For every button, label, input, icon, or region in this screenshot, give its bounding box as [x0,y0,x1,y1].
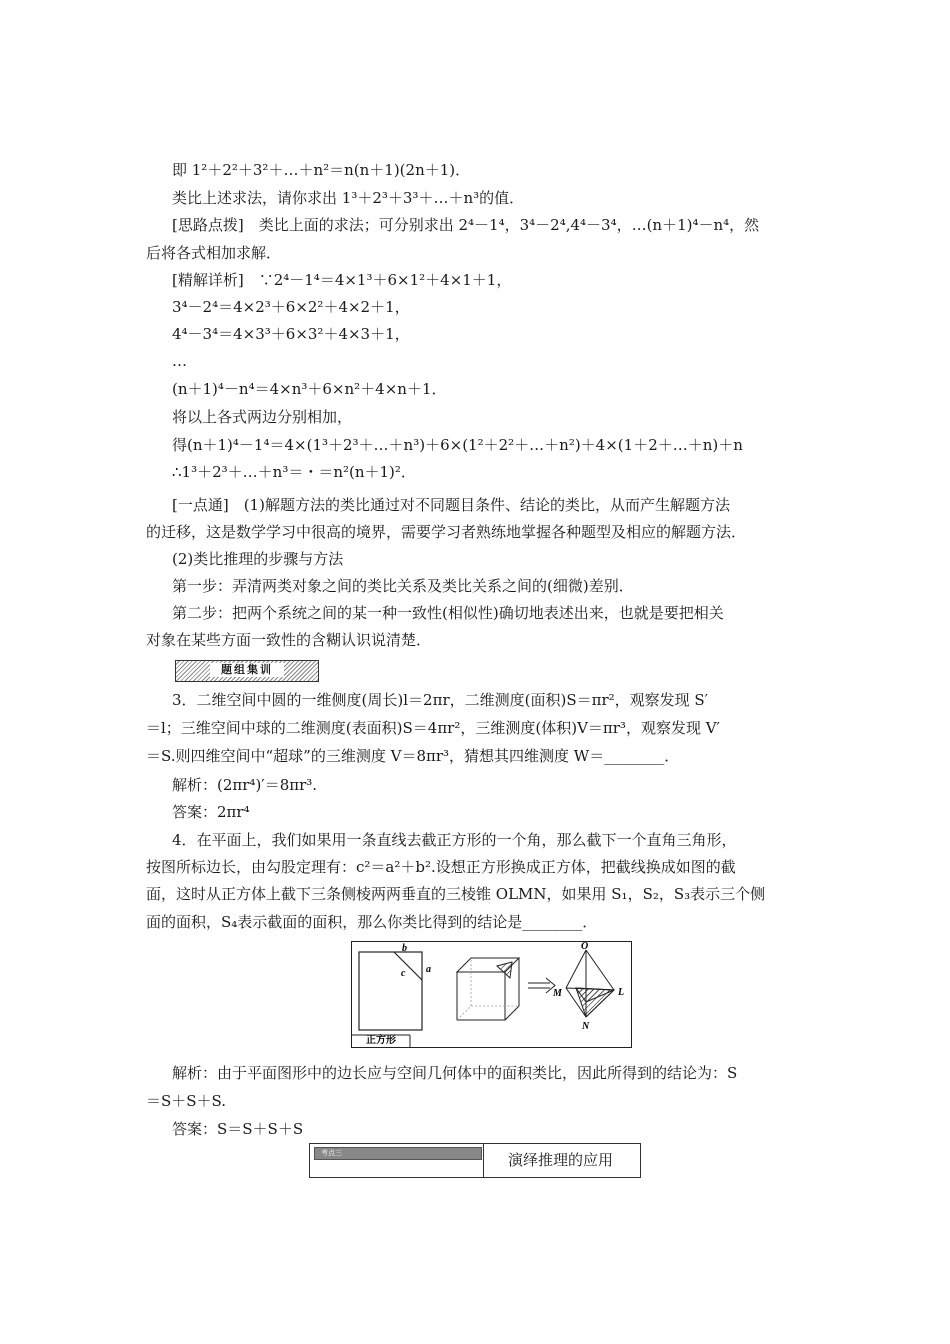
label-M: M [553,988,562,999]
text-line: 后将各式相加求解． [146,244,282,262]
text-line: 的迁移，这是数学学习中很高的境界，需要学习者熟练地掌握各种题型及相应的解题方法． [146,523,747,541]
text-line: 类比上述求法，请你求出 1³＋2³＋3³＋…＋n³的值． [172,189,525,207]
text-line: 将以上各式两边分别相加， [172,408,353,426]
text-line: 即 1²＋2²＋3²＋…＋n²＝n(n＋1)(2n＋1)． [172,161,471,179]
section-header [309,1143,641,1178]
text-line: 4⁴－3⁴＝4×3³＋6×3²＋4×3＋1， [172,325,410,343]
label-square: 正方形 [366,1035,396,1046]
section-tag-label: 考点三 [321,1149,342,1157]
text-line: [一点通] (1)解题方法的类比通过对不同题目条件、结论的类比，从而产生解题方法 [172,496,730,514]
banner-label: 题组集训 [210,663,284,677]
label-O: O [581,942,589,952]
text-line: 答案：2πr⁴ [172,803,250,821]
text-line: 对象在某些方面一致性的含糊认识说清楚． [146,631,432,649]
figure-svg [352,942,631,1047]
text-line: 3．二维空间中圆的一维侧度(周长)l＝2πr，二维测度(面积)S＝πr²，观察发现 S′ [172,691,709,709]
label-L: L [618,987,625,998]
section-banner [175,660,319,682]
text-line: 面，这时从正方体上截下三条侧棱两两垂直的三棱锥 OLMN，如果用 S₁，S₂，S₃表示三个侧 [146,885,766,903]
text-line: 得(n＋1)⁴－1⁴＝4×(1³＋2³＋…＋n³)＋6×(1²＋2²＋…＋n²)＋4×(1＋2＋…＋n)＋n [172,436,743,454]
text-line: 3⁴－2⁴＝4×2³＋6×2²＋4×2＋1， [172,298,410,316]
text-line: 解析：(2πr⁴)′＝8πr³. [172,776,318,794]
text-line: ＝S.则四维空间中“超球”的三维测度 V＝8πr³，猜想其四维测度 W＝________． [146,747,680,765]
text-line: ∴1³＋2³＋…＋n³＝・＝n²(n＋1)²． [172,463,416,481]
geometry-figure [351,941,632,1048]
label-b: b [402,943,407,954]
text-line: 4．在平面上，我们如果用一条直线去截正方形的一个角，那么截下一个直角三角形， [172,831,737,849]
text-line: 第二步：把两个系统之间的某一种一致性(相似性)确切地表述出来，也就是要把相关 [172,604,724,622]
label-N: N [582,1021,590,1032]
text-line: [思路点拨] 类比上面的求法；可分别求出 2⁴－1⁴，3⁴－2⁴,4⁴－3⁴，…(n＋1)⁴－n⁴，然 [172,216,760,234]
text-line: ＝l；三维空间中球的二维测度(表面积)S＝4πr²，三维测度(体积)V＝πr³，观察发现 V′ [146,719,720,737]
text-line: ＝S＋S＋S. [146,1092,227,1110]
text-line: … [172,352,187,370]
label-c: c [401,968,406,979]
section-title: 演绎推理的应用 [508,1151,614,1169]
section-tag [314,1147,482,1160]
text-line: [精解详析] ∵2⁴－1⁴＝4×1³＋6×1²＋4×1＋1， [172,271,512,289]
text-line: 第一步：弄清两类对象之间的类比关系及类比关系之间的(细微)差别． [172,577,634,595]
text-line: 按图所标边长，由勾股定理有：c²＝a²＋b².设想正方形换成正方体，把截线换成如图的截 [146,858,736,876]
text-line: 答案：S＝S＋S＋S [172,1120,304,1138]
divider [483,1144,484,1177]
text-line: (2)类比推理的步骤与方法 [172,550,344,568]
text-line: 面的面积，S₄表示截面的面积，那么你类比得到的结论是________． [146,913,598,931]
label-a: a [426,964,431,975]
text-line: 解析：由于平面图形中的边长应与空间几何体中的面积类比，因此所得到的结论为：S [172,1064,738,1082]
text-line: (n＋1)⁴－n⁴＝4×n³＋6×n²＋4×n＋1． [172,380,447,398]
